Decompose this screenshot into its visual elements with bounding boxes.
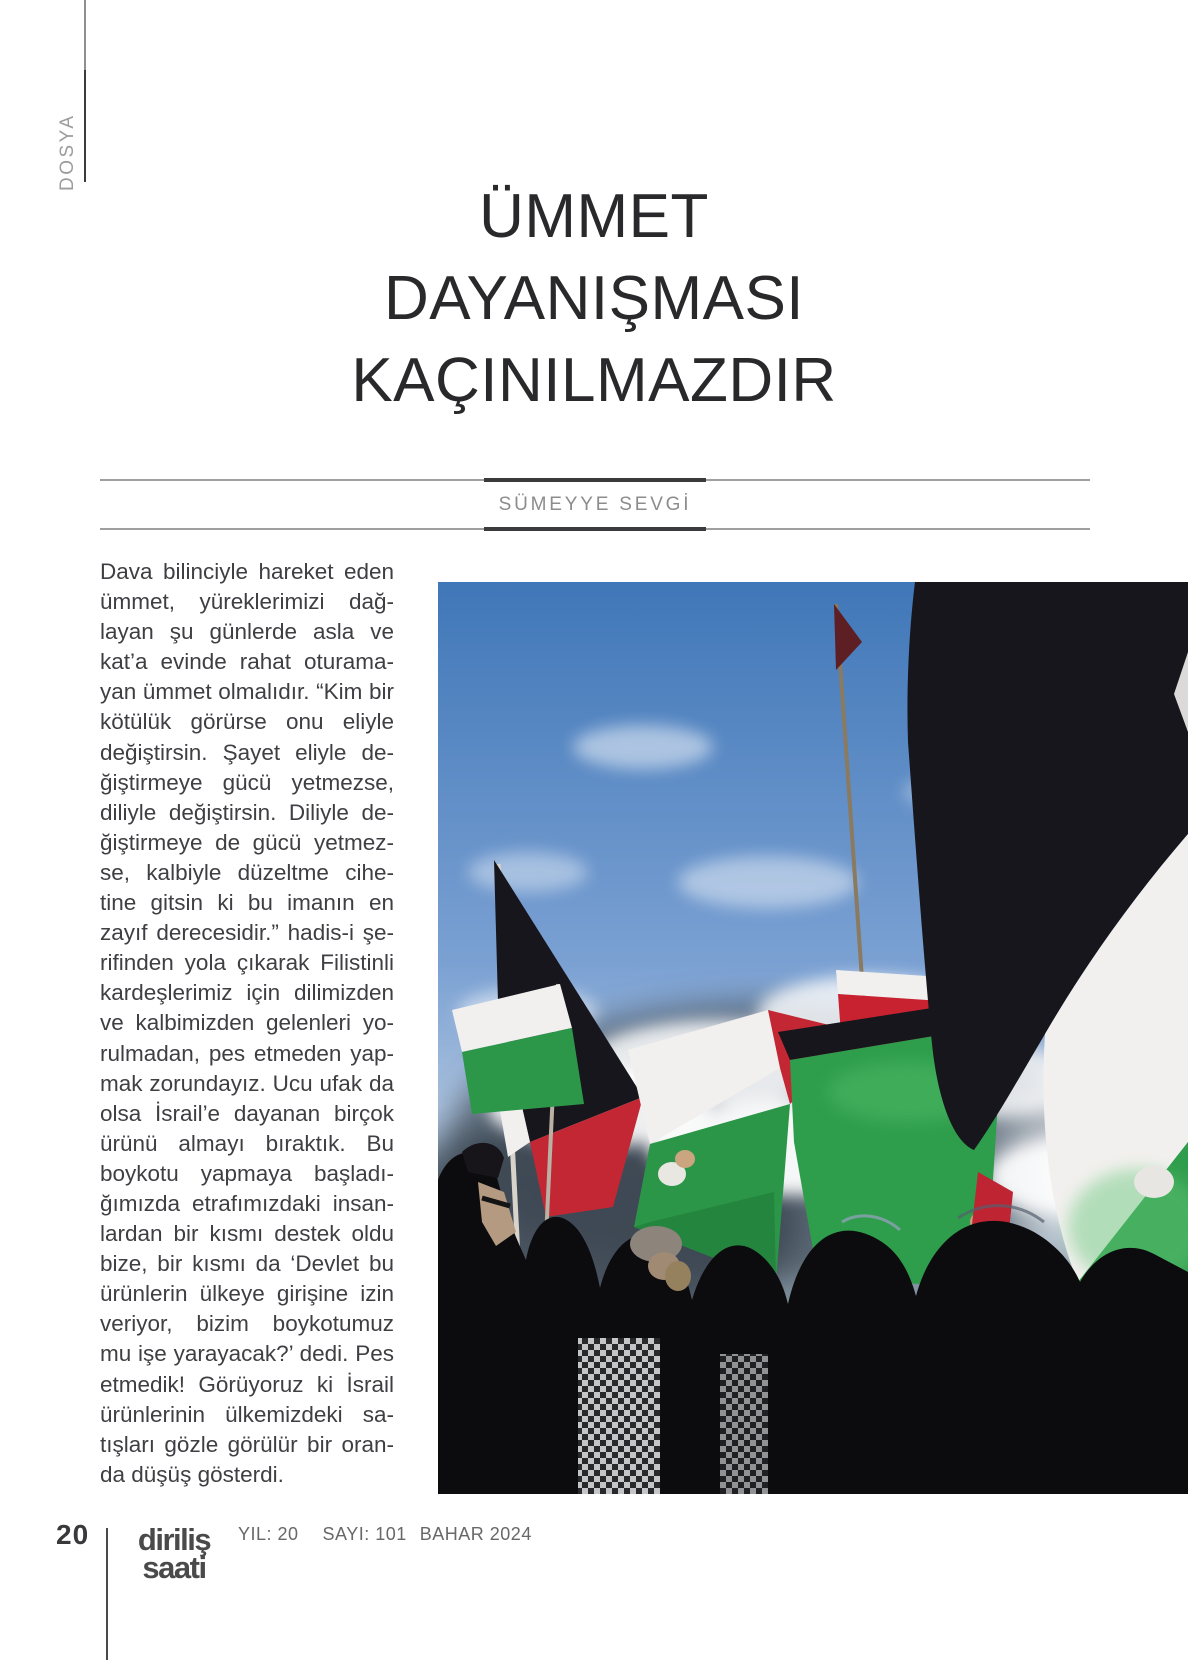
body-text-line: ürünü almayı bıraktık. Bu <box>100 1130 394 1156</box>
article-title <box>94 176 1094 422</box>
flags-photo-illustration <box>438 582 1188 1494</box>
body-text-line: rifinden yola çıkarak Filistinli <box>100 950 394 976</box>
body-text-line: tine gitsin ki bu imanın en <box>100 890 394 916</box>
body-text-line: lardan bir kısmı destek oldu <box>100 1221 394 1247</box>
body-text-line: kötülük görürse onu eliyle <box>100 709 394 735</box>
magazine-logo <box>128 1522 220 1585</box>
left-rail-line-bottom <box>84 70 86 182</box>
title-line: ÜMMET <box>479 182 709 251</box>
author-name: SÜMEYYE SEVGİ <box>498 494 692 515</box>
body-text-line: ürünlerinin ülkemizdeki sa- <box>100 1401 394 1427</box>
title-line: KAÇINILMAZDIR <box>351 346 837 415</box>
body-text-line: olsa İsrail’e dayanan birçok <box>100 1100 394 1126</box>
body-text-line: ümmet, yüreklerimizi dağ- <box>100 589 394 615</box>
body-text-line: kat’a evinde rahat oturama- <box>100 649 394 675</box>
magazine-logo-line: saati <box>142 1550 206 1585</box>
body-text-line: rulmadan, pes etmeden yap- <box>100 1040 394 1066</box>
body-text-line: kardeşlerimiz için dilimizden <box>100 980 394 1006</box>
body-text-line: boykotu yapmaya başladı- <box>100 1160 394 1186</box>
body-text-line: değiştirsin. Şayet eliyle de- <box>100 739 394 765</box>
issue-info-part: SAYI: 101 <box>322 1524 407 1544</box>
magazine-logo-line: diriliş <box>137 1522 211 1557</box>
body-text-line: diliyle değiştirsin. Diliyle de- <box>100 799 394 825</box>
body-text-line: tışları gözle görülür bir oran- <box>100 1431 394 1457</box>
body-text-line: ğiştirmeye gücü yetmezse, <box>100 769 394 795</box>
section-label-vertical: DOSYA <box>57 113 78 191</box>
article-body <box>100 557 394 1490</box>
body-text-line: se, kalbiyle düzeltme cihe- <box>100 859 394 885</box>
issue-info <box>238 1524 532 1545</box>
byline-rule-top <box>100 479 1090 481</box>
byline-rule-bottom <box>100 528 1090 530</box>
body-text-line: etmedik! Görüyoruz ki İsrail <box>100 1371 394 1397</box>
body-text-line: mu işe yarayacak?’ dedi. Pes <box>100 1341 394 1367</box>
body-text-line: layan şu günlerde asla ve <box>100 619 394 645</box>
body-text-line: ğımızda etrafımızdaki insan- <box>100 1190 394 1216</box>
body-text-line: ürünlerin ülkeye girişine izin <box>100 1281 394 1307</box>
issue-info-part: YIL: 20 <box>238 1524 299 1544</box>
body-text-line: yan ümmet olmalıdır. “Kim bir <box>100 679 394 705</box>
byline-block <box>100 479 1090 530</box>
left-rail-line-top <box>84 0 86 70</box>
body-text-line: Dava bilinciyle hareket eden <box>100 559 394 584</box>
byline-rule-bottom-accent <box>484 527 706 531</box>
title-line: DAYANIŞMASI <box>383 264 805 333</box>
body-text-line: mak zorundayız. Ucu ufak da <box>100 1070 394 1096</box>
page-number: 20 <box>56 1519 90 1550</box>
body-text-line: bize, bir kısmı da ‘Devlet bu <box>100 1251 394 1277</box>
body-text-line: ve kalbimizden gelenleri yo- <box>100 1010 394 1036</box>
body-text-line: da düşüş gösterdi. <box>100 1461 284 1487</box>
byline-rule-top-accent <box>484 478 706 482</box>
footer-divider-line <box>106 1528 108 1660</box>
body-text-line: veriyor, bizim boykotumuz <box>100 1311 394 1337</box>
body-text-line: ğiştirmeye de gücü yetmez- <box>100 829 394 855</box>
body-text-line: zayıf derecesidir.” hadis-i şe- <box>100 920 394 946</box>
article-photo <box>438 582 1188 1494</box>
issue-info-part: BAHAR 2024 <box>419 1524 532 1544</box>
